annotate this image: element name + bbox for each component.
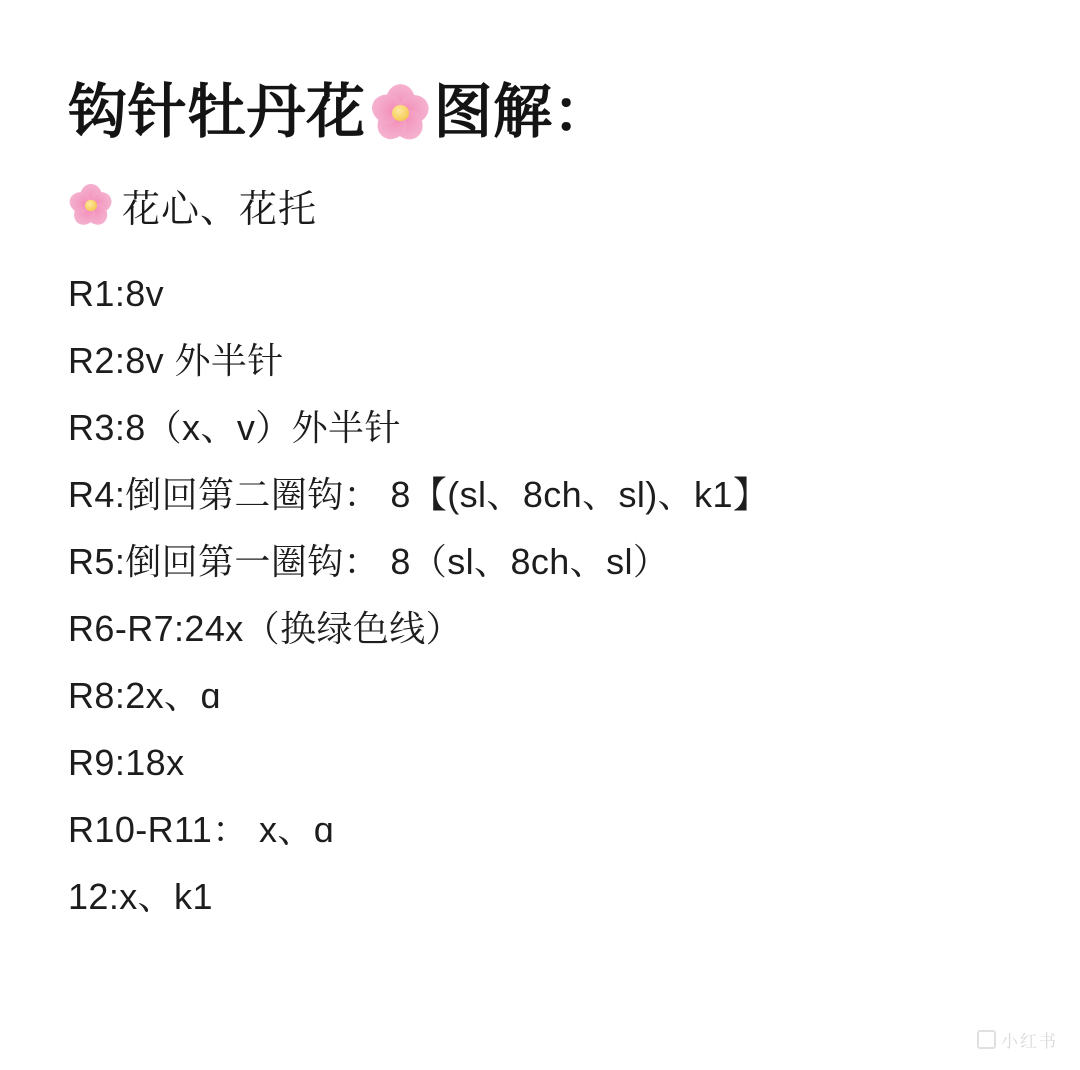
page-title-text-before: 钩针牡丹花	[68, 79, 366, 146]
list-item: R1:8v	[68, 273, 165, 314]
list-item: R3:8（x、v）外半针	[68, 406, 401, 448]
cherry-blossom-icon	[370, 82, 432, 144]
list-item: R2:8v 外半针	[68, 339, 284, 381]
list-item: 12:x、k1	[68, 875, 213, 917]
list-item: R8:2x、ɑ	[68, 674, 221, 716]
cherry-blossom-icon	[68, 183, 114, 229]
document-content	[68, 79, 1028, 931]
list-item: R6-R7:24x（换绿色线）	[68, 607, 463, 649]
page-title	[68, 79, 1028, 146]
list-item: R4:倒回第二圈钩： 8【(sl、8ch、sl)、k1】	[68, 473, 770, 515]
list-item: R5:倒回第一圈钩： 8（sl、8ch、sl）	[68, 540, 670, 582]
watermark-icon	[977, 1030, 996, 1049]
list-item: R10-R11： x、ɑ	[68, 808, 335, 850]
page-title-text-after: 图解：	[433, 79, 613, 146]
list-item: R9:18x	[68, 741, 185, 783]
watermark-label: 小红书	[1001, 1032, 1058, 1051]
section-heading	[68, 178, 1028, 233]
instruction-list	[68, 261, 1028, 931]
watermark	[977, 1027, 1058, 1052]
section-heading-label: 花心、花托	[122, 189, 318, 231]
